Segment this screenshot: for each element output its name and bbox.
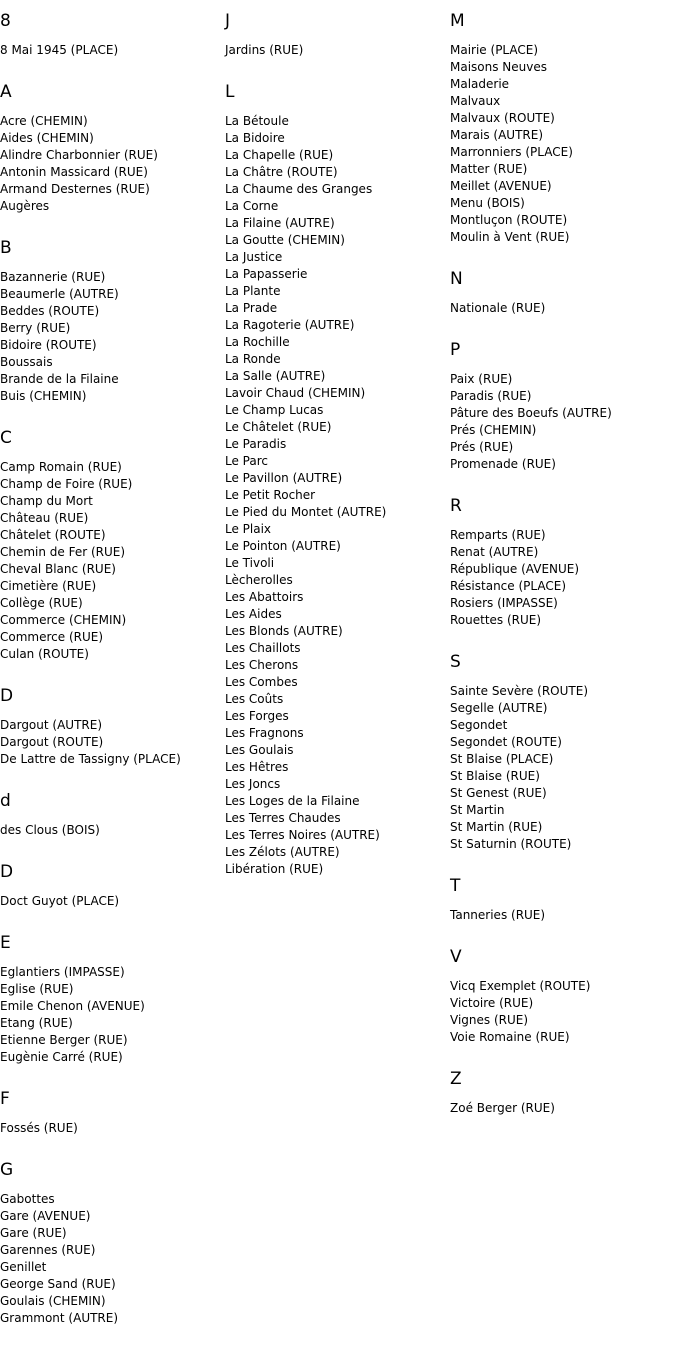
street-name: Brande de la Filaine [0,372,119,386]
section-letter-heading: E [0,933,11,953]
street-name: Augères [0,199,50,213]
letter-section [0,932,222,1066]
street-name: Le Pavillon (AUTRE) [225,471,343,485]
street-name: Maladerie [450,77,510,91]
street-list [225,42,447,59]
street-name: Les Loges de la Filaine [225,794,360,808]
street-name: Le Parc [225,454,268,468]
street-name: George Sand (RUE) [0,1277,116,1291]
section-letter-heading: L [225,82,235,102]
street-name: Eglantiers (IMPASSE) [0,965,125,979]
street-name: Moulin à Vent (RUE) [450,230,570,244]
street-name: Le Plaix [225,522,272,536]
street-name: République (AVENUE) [450,562,580,576]
street-list [0,964,222,1066]
street-list [0,113,222,215]
letter-section [450,651,672,853]
street-name: Libération (RUE) [225,862,324,876]
street-name: Vicq Exemplet (ROUTE) [450,979,591,993]
street-name: Malvaux [450,94,501,108]
section-letter-heading: M [450,11,465,31]
street-name: Gare (AVENUE) [0,1209,91,1223]
street-list [450,907,672,924]
street-name: Sainte Sevère (ROUTE) [450,684,589,698]
street-name: Acre (CHEMIN) [0,114,88,128]
letter-section [0,790,222,839]
letter-section [450,268,672,317]
street-name: Bazannerie (RUE) [0,270,106,284]
street-name: Champ du Mort [0,494,93,508]
street-list [450,42,672,246]
street-name: Segondet [450,718,508,732]
street-name: Voie Romaine (RUE) [450,1030,570,1044]
street-name: Segelle (AUTRE) [450,701,548,715]
street-name: Boussais [0,355,53,369]
street-name: Culan (ROUTE) [0,647,89,661]
street-list [0,1191,222,1327]
letter-section [450,875,672,924]
street-name: Grammont (AUTRE) [0,1311,119,1325]
street-name: Commerce (CHEMIN) [0,613,127,627]
street-name: Lavoir Chaud (CHEMIN) [225,386,366,400]
street-name: Etienne Berger (RUE) [0,1033,128,1047]
index-column-1 [0,10,222,1327]
section-letter-heading: 8 [0,11,11,31]
section-letter-heading: A [0,82,12,102]
street-name: Le Pied du Montet (AUTRE) [225,505,387,519]
street-name: Doct Guyot (PLACE) [0,894,120,908]
street-list [450,371,672,473]
street-name: Dargout (ROUTE) [0,735,104,749]
section-letter-heading: C [0,428,12,448]
street-name: Gare (RUE) [0,1226,67,1240]
street-name: Le Petit Rocher [225,488,316,502]
street-name: Résistance (PLACE) [450,579,566,593]
section-letter-heading: G [0,1160,14,1180]
street-name: des Clous (BOIS) [0,823,100,837]
street-name: Bidoire (ROUTE) [0,338,97,352]
street-name: Lècherolles [225,573,293,587]
street-name: Montluçon (ROUTE) [450,213,568,227]
street-name: Les Fragnons [225,726,304,740]
letter-section [225,81,447,878]
street-name: Chemin de Fer (RUE) [0,545,126,559]
street-name: Armand Desternes (RUE) [0,182,150,196]
street-name: La Ragoterie (AUTRE) [225,318,355,332]
letter-section [450,339,672,473]
street-name: De Lattre de Tassigny (PLACE) [0,752,181,766]
letter-section [0,237,222,405]
letter-section [0,427,222,663]
street-name: Le Champ Lucas [225,403,324,417]
letter-section [450,495,672,629]
street-name: Rouettes (RUE) [450,613,542,627]
street-name: Châtelet (ROUTE) [0,528,106,542]
letter-section [0,861,222,910]
street-name: Marronniers (PLACE) [450,145,573,159]
street-name: Buis (CHEMIN) [0,389,87,403]
street-name: St Blaise (PLACE) [450,752,554,766]
street-name: Les Abattoirs [225,590,304,604]
street-name: Cheval Blanc (RUE) [0,562,116,576]
street-name: Rosiers (IMPASSE) [450,596,558,610]
letter-section [0,1159,222,1327]
street-name: Paix (RUE) [450,372,513,386]
street-name: La Ronde [225,352,281,366]
letter-section [450,1068,672,1117]
street-name: Emile Chenon (AVENUE) [0,999,145,1013]
street-name: La Filaine (AUTRE) [225,216,335,230]
street-name: La Prade [225,301,278,315]
street-name: Gabottes [0,1192,55,1206]
section-letter-heading: D [0,686,14,706]
street-list [0,893,222,910]
street-name: Champ de Foire (RUE) [0,477,133,491]
street-name: Le Pointon (AUTRE) [225,539,341,553]
street-name: Eglise (RUE) [0,982,74,996]
section-letter-heading: V [450,947,462,967]
street-name: Alindre Charbonnier (RUE) [0,148,158,162]
street-name: Paradis (RUE) [450,389,532,403]
street-name: Camp Romain (RUE) [0,460,122,474]
street-list [0,42,222,59]
street-name: Fossés (RUE) [0,1121,78,1135]
street-name: Pâture des Boeufs (AUTRE) [450,406,612,420]
letter-section [0,1088,222,1137]
section-letter-heading: D [0,862,14,882]
street-name: Victoire (RUE) [450,996,534,1010]
section-letter-heading: S [450,652,461,672]
street-name: Les Zélots (AUTRE) [225,845,340,859]
street-name: Mairie (PLACE) [450,43,539,57]
letter-section [450,946,672,1046]
street-name: Château (RUE) [0,511,89,525]
section-letter-heading: R [450,496,462,516]
street-list [450,1100,672,1117]
section-letter-heading: N [450,269,463,289]
street-name: Les Combes [225,675,298,689]
letter-section [0,10,222,59]
street-name: La Rochille [225,335,290,349]
street-name: Etang (RUE) [0,1016,73,1030]
street-name: Promenade (RUE) [450,457,556,471]
street-name: La Corne [225,199,279,213]
street-list [0,822,222,839]
street-name: Le Châtelet (RUE) [225,420,332,434]
section-letter-heading: J [225,11,231,31]
street-name: Remparts (RUE) [450,528,546,542]
street-list [450,527,672,629]
street-name: Les Joncs [225,777,281,791]
street-name: La Justice [225,250,283,264]
section-letter-heading: B [0,238,12,258]
street-name: Marais (AUTRE) [450,128,543,142]
street-name: Renat (AUTRE) [450,545,539,559]
street-name: Tanneries (RUE) [450,908,546,922]
street-name: Les Chaillots [225,641,301,655]
street-name: Les Terres Noires (AUTRE) [225,828,380,842]
street-name: St Blaise (RUE) [450,769,540,783]
letter-section [0,81,222,215]
index-column-2 [225,10,447,878]
street-name: Cimetière (RUE) [0,579,97,593]
street-list [450,683,672,853]
street-list [0,1120,222,1137]
street-name: Goulais (CHEMIN) [0,1294,106,1308]
street-name: La Salle (AUTRE) [225,369,326,383]
street-name: Matter (RUE) [450,162,528,176]
street-name: Commerce (RUE) [0,630,104,644]
street-name: Berry (RUE) [0,321,71,335]
street-name: Meillet (AVENUE) [450,179,552,193]
street-list [450,300,672,317]
street-name: Collège (RUE) [0,596,83,610]
street-name: Aides (CHEMIN) [0,131,94,145]
street-name: Vignes (RUE) [450,1013,529,1027]
street-name: Beddes (ROUTE) [0,304,100,318]
letter-section [225,10,447,59]
street-name: Segondet (ROUTE) [450,735,562,749]
street-name: Jardins (RUE) [225,43,304,57]
street-list [225,113,447,878]
street-list [0,459,222,663]
letter-section [450,10,672,246]
street-name: Les Forges [225,709,289,723]
street-name: Prés (RUE) [450,440,514,454]
street-name: Les Goulais [225,743,294,757]
street-name: La Papasserie [225,267,308,281]
street-name: La Goutte (CHEMIN) [225,233,345,247]
street-name: Zoé Berger (RUE) [450,1101,555,1115]
street-name: Malvaux (ROUTE) [450,111,555,125]
street-name: Prés (CHEMIN) [450,423,537,437]
street-name: Eugènie Carré (RUE) [0,1050,123,1064]
street-name: Le Tivoli [225,556,275,570]
street-name: 8 Mai 1945 (PLACE) [0,43,119,57]
section-letter-heading: Z [450,1069,462,1089]
street-name: Maisons Neuves [450,60,548,74]
street-name: La Chapelle (RUE) [225,148,334,162]
street-name: Dargout (AUTRE) [0,718,103,732]
street-name: Nationale (RUE) [450,301,546,315]
street-name: Menu (BOIS) [450,196,525,210]
street-name: La Bétoule [225,114,289,128]
street-name: St Martin [450,803,505,817]
street-name: St Genest (RUE) [450,786,547,800]
street-name: Genillet [0,1260,47,1274]
street-name: La Châtre (ROUTE) [225,165,338,179]
section-letter-heading: F [0,1089,10,1109]
street-name: St Martin (RUE) [450,820,543,834]
street-name: Les Blonds (AUTRE) [225,624,343,638]
street-name: St Saturnin (ROUTE) [450,837,572,851]
street-name: Le Paradis [225,437,287,451]
street-name: La Plante [225,284,281,298]
street-list [0,717,222,768]
section-letter-heading: T [450,876,461,896]
street-name: Garennes (RUE) [0,1243,96,1257]
street-name: Antonin Massicard (RUE) [0,165,148,179]
street-list [450,978,672,1046]
street-name: La Bidoire [225,131,285,145]
street-name: La Chaume des Granges [225,182,373,196]
section-letter-heading: P [450,340,461,360]
street-name: Les Aides [225,607,282,621]
street-list [0,269,222,405]
street-name: Les Terres Chaudes [225,811,341,825]
letter-section [0,685,222,768]
street-name: Les Cherons [225,658,299,672]
section-letter-heading: d [0,791,11,811]
street-name: Les Hêtres [225,760,289,774]
index-column-3 [450,10,672,1117]
street-name: Les Coûts [225,692,284,706]
street-name: Beaumerle (AUTRE) [0,287,119,301]
